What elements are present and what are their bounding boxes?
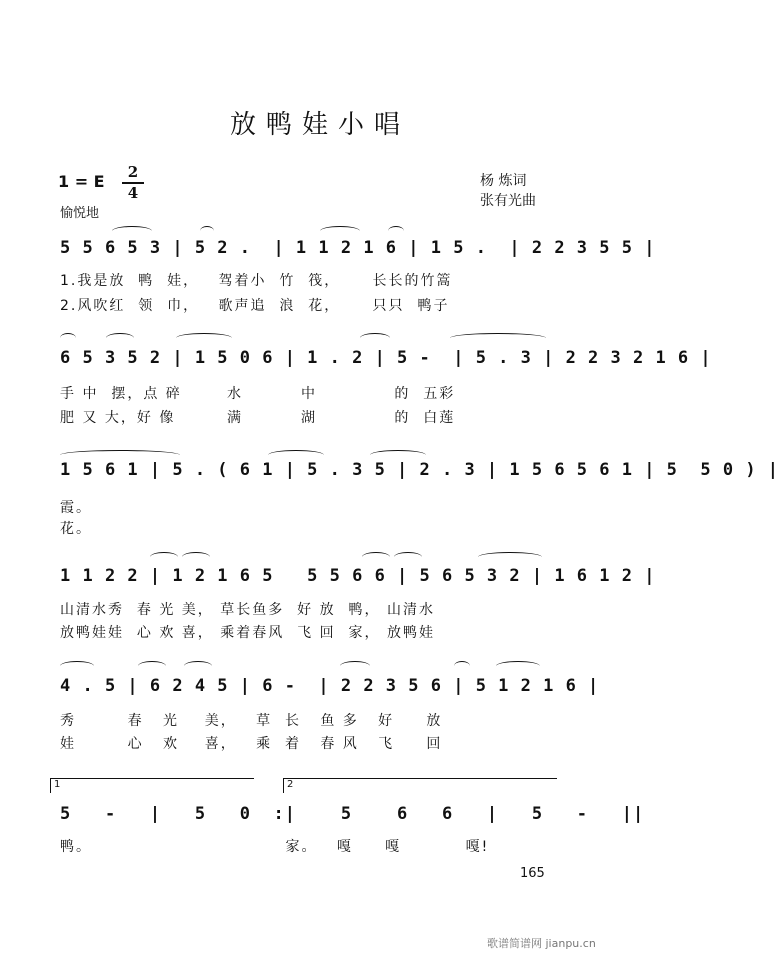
slur — [138, 661, 166, 671]
time-signature — [122, 164, 144, 202]
slur — [388, 226, 404, 236]
slur — [150, 552, 178, 562]
first-ending-number: 1 — [54, 779, 61, 790]
lyric-line-5a: 秀 春 光 美， 草 长 鱼 多 好 放 — [60, 713, 443, 729]
composer-credit: 张有光曲 — [480, 193, 536, 209]
slur — [454, 661, 470, 671]
page-number: 165 — [520, 866, 545, 881]
second-ending-bracket — [283, 778, 557, 793]
notation-line-3: 1 5 6 1 | 5 . ( 6 1 | 5 . 3 5 | 2 . 3 | 1 5 6 5 6 1 | 5 5 0 ) | — [60, 460, 779, 480]
slur — [60, 661, 94, 671]
slur — [182, 552, 210, 562]
song-title: 放鸭娃小唱 — [229, 110, 410, 140]
lyric-line-5b: 娃 心 欢 喜， 乘 着 春 风 飞 回 — [60, 736, 443, 752]
slur — [112, 226, 152, 236]
slur — [450, 333, 546, 343]
lyricist-credit: 杨 炼词 — [480, 173, 527, 189]
slur — [320, 226, 360, 236]
lyric-line-6: 鸭。 家。 嘎 嘎 嘎! — [60, 839, 490, 855]
slur — [478, 552, 542, 562]
lyric-line-2a: 手 中 摆，点 碎 水 中 的 五彩 — [60, 386, 456, 402]
time-signature-bottom: 4 — [127, 184, 139, 202]
lyric-line-2b: 肥 又 大，好 像 满 湖 的 白莲 — [60, 410, 456, 426]
notation-line-5: 4 . 5 | 6 2 4 5 | 6 - | 2 2 3 5 6 | 5 1 2 1 6 | — [60, 676, 600, 696]
slur — [496, 661, 540, 671]
watermark: 歌谱简谱网 jianpu.cn — [487, 937, 596, 950]
slur — [60, 333, 76, 343]
key-signature: 1 = E — [58, 172, 105, 191]
slur — [60, 450, 180, 460]
lyric-line-4a: 山清水秀 春 光 美， 草长鱼多 好 放 鸭， 山清水 — [60, 602, 435, 618]
notation-line-6: 5 - | 5 0 :| 5 6 6 | 5 - || — [60, 804, 645, 824]
slur — [340, 661, 370, 671]
slur — [370, 450, 426, 460]
lyric-line-1b: 2.风吹红 领 巾， 歌声追 浪 花， 只只 鸭子 — [60, 298, 450, 314]
slur — [106, 333, 134, 343]
slur — [200, 226, 214, 236]
second-ending-number: 2 — [287, 779, 294, 790]
first-ending-bracket — [50, 778, 254, 793]
lyric-line-3a: 霞。 — [60, 500, 92, 516]
slur — [394, 552, 422, 562]
notation-line-4: 1 1 2 2 | 1 2 1 6 5 5 5 6 6 | 5 6 5 3 2 | 1 6 1 2 | — [60, 566, 656, 586]
notation-line-1: 5 5 6 5 3 | 5 2 . | 1 1 2 1 6 | 1 5 . | 2 2 3 5 5 | — [60, 238, 656, 258]
lyric-line-1a: 1.我是放 鸭 娃， 驾着小 竹 筏， 长长的竹篙 — [60, 273, 453, 289]
tempo-marking: 愉悦地 — [60, 206, 100, 221]
lyric-line-4b: 放鸭娃娃 心 欢 喜， 乘着春风 飞 回 家， 放鸭娃 — [60, 625, 435, 641]
slur — [360, 333, 390, 343]
slur — [184, 661, 212, 671]
slur — [176, 333, 232, 343]
lyric-line-3b: 花。 — [60, 521, 92, 537]
slur — [362, 552, 390, 562]
slur — [268, 450, 324, 460]
time-signature-top: 2 — [127, 163, 139, 181]
notation-line-2: 6 5 3 5 2 | 1 5 0 6 | 1 . 2 | 5 - | 5 . 3 | 2 2 3 2 1 6 | — [60, 348, 712, 368]
